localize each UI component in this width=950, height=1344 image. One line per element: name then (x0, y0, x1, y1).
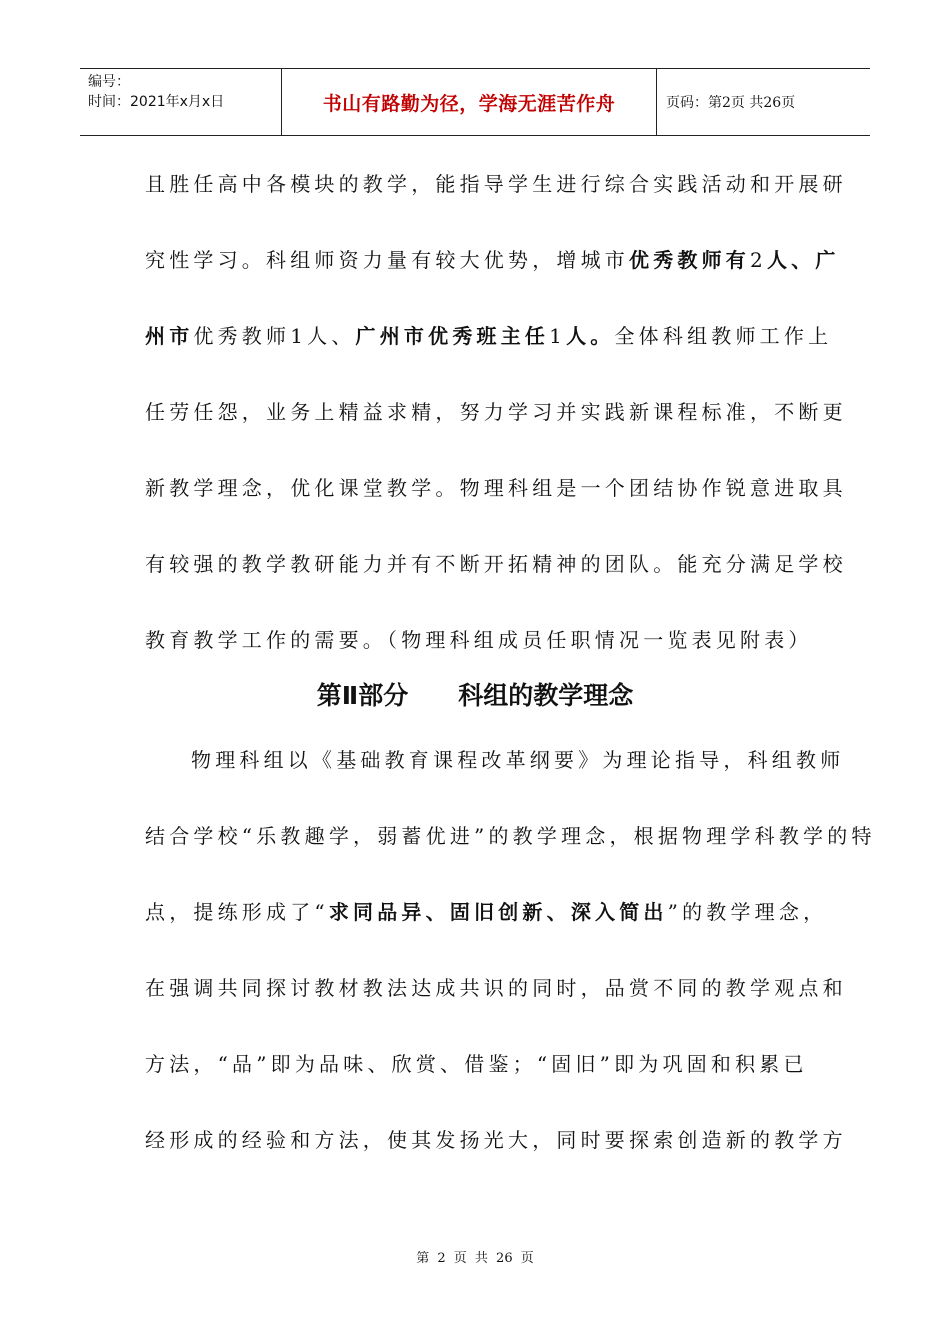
text-line: 教育教学工作的需要。（物理科组成员任职情况一览表见附表） (145, 628, 813, 652)
text-line: 结合学校“乐教趣学，弱蓄优进”的教学理念，根据物理学科教学的特 (145, 824, 876, 848)
text-line: 在强调共同探讨教材教法达成共识的同时，品赏不同的教学观点和 (145, 976, 847, 1000)
header-page-cell (657, 69, 870, 135)
text-line: 点，提练形成了“求同品异、固旧创新、深入简出”的教学理念， (145, 900, 828, 924)
bold-highlight: 优秀教师有 (629, 248, 750, 272)
text-line: 州市优秀教师1人、广州市优秀班主任1人。全体科组教师工作上 (145, 324, 833, 348)
text-line: 方法，“品”即为品味、欣赏、借鉴；“固旧”即为巩固和积累已 (145, 1052, 808, 1076)
paragraph-teaching-philosophy (145, 722, 876, 1178)
document-time-label: 时间：2021年x月x日 (88, 94, 225, 110)
bold-highlight: 求同品异、固旧创新、深入简出 (328, 900, 668, 924)
header-motto-cell (282, 69, 657, 135)
text-line: 究性学习。科组师资力量有较大优势，增城市优秀教师有2人、广 (145, 248, 840, 272)
header-meta-cell (80, 69, 282, 135)
document-header (80, 68, 870, 136)
text-line: 且胜任高中各模块的教学，能指导学生进行综合实践活动和开展研 (145, 172, 847, 196)
bold-highlight: 广州市优秀班主任 (355, 324, 550, 348)
section-part-label: 第Ⅱ部分 (316, 681, 409, 710)
document-number-label: 编号： (88, 74, 130, 90)
text-line: 物理科组以《基础教育课程改革纲要》为理论指导，科组教师 (191, 748, 845, 772)
text-line: 新教学理念，优化课堂教学。物理科组是一个团结协作锐意进取具 (145, 476, 847, 500)
section-name: 科组的教学理念 (458, 681, 634, 710)
header-motto: 书山有路勤为径，学海无涯苦作舟 (322, 92, 616, 115)
text-line: 经形成的经验和方法，使其发扬光大，同时要探索创造新的教学方 (145, 1128, 847, 1152)
bold-highlight: 人、广 (766, 248, 840, 272)
bold-highlight: 人。 (566, 324, 615, 348)
text-line: 有较强的教学教研能力并有不断开拓精神的团队。能充分满足学校 (145, 552, 847, 576)
section-heading (0, 676, 950, 712)
bold-highlight: 州市 (145, 324, 194, 348)
page-footer: 第 2 页 共 26 页 (416, 1251, 534, 1266)
paragraph-staff-overview (145, 146, 847, 678)
header-page-info: 页码：第2页 共26页 (666, 95, 796, 111)
text-line: 任劳任怨，业务上精益求精，努力学习并实践新课程标准，不断更 (145, 400, 847, 424)
